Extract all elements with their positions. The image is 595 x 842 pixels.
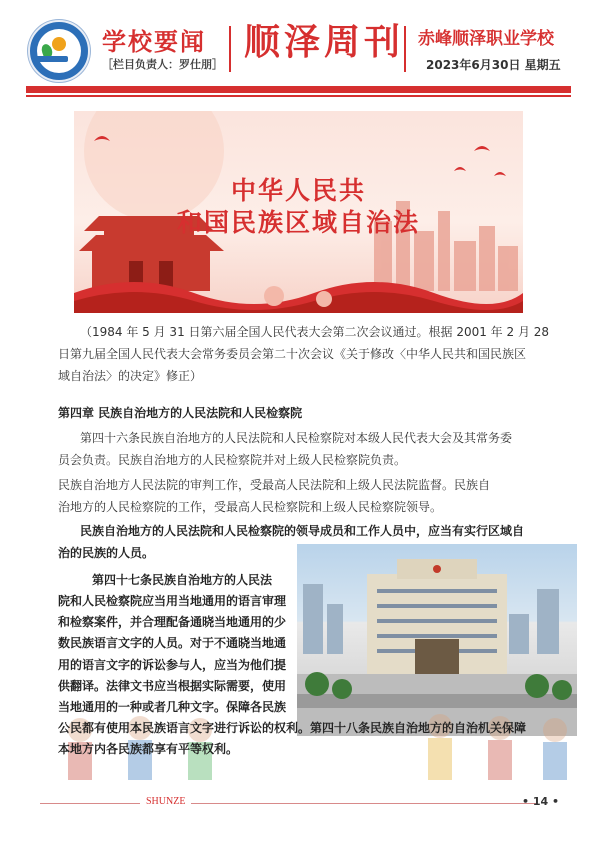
intro-line: （1984 年 5 月 31 日第六届全国人民代表大会第二次会议通过。根据 2001 年 2 月 28 bbox=[80, 325, 550, 339]
article-47-line: 供翻译。法律文书应当根据实际需要，使用 bbox=[58, 679, 287, 693]
article-46-line: 民族自治地方的人民法院和人民检察院的领导成员和工作人员中，应当有实行区域自 bbox=[80, 524, 525, 538]
article-47-line: 院和人民检察院应当用当地通用的语言审理 bbox=[58, 594, 287, 608]
column-title: 学校要闻 bbox=[102, 28, 206, 56]
school-logo bbox=[28, 20, 90, 82]
banner-title-line1: 中华人民共 bbox=[230, 176, 366, 205]
article-46-line: 治的民族的人员。 bbox=[58, 546, 155, 560]
intro-line: 域自治法〉的决定》修正） bbox=[58, 369, 203, 383]
banner-title-line2: 和国民族区域自治法 bbox=[176, 208, 420, 237]
article-46-line: 治地方的人民检察院的工作，受最高人民检察院和上级人民检察院领导。 bbox=[58, 500, 443, 514]
intro-line: 日第九届全国人民代表大会常务委员会第二十次会议《关于修改〈中华人民共和国民族区 bbox=[58, 347, 527, 361]
article-46-line: 员会负责。民族自治地方的人民检察院并对上级人民检察院负责。 bbox=[58, 453, 407, 467]
header-divider bbox=[229, 26, 231, 72]
article-46-line: 第四十六条民族自治地方的人民法院和人民检察院对本级人民代表大会及其常务委 bbox=[80, 431, 513, 445]
article-47-line: 公民都有使用本民族语言文字进行诉讼的权利。第四十八条民族自治地方的自治机关保障 bbox=[58, 721, 527, 735]
law-banner bbox=[74, 111, 523, 313]
article-47-line: 第四十七条民族自治地方的人民法 bbox=[92, 573, 273, 587]
page-number: • 14 • bbox=[522, 795, 560, 808]
issue-date: 2023年6月30日 星期五 bbox=[426, 58, 561, 72]
header-rule bbox=[26, 86, 571, 93]
article-47-line: 当地通用的一种或者几种文字。保障各民族 bbox=[58, 700, 287, 714]
publication-title: 顺泽周刊 bbox=[244, 22, 405, 63]
article-46-line: 民族自治地方人民法院的审判工作，受最高人民法院和上级人民法院监督。民族自 bbox=[58, 478, 491, 492]
article-47-line: 本地方内各民族都享有平等权利。 bbox=[58, 742, 239, 756]
footer-label: SHUNZE bbox=[140, 796, 191, 807]
column-editor: ［栏目负责人：罗仕朋］ bbox=[102, 58, 223, 71]
chapter-heading: 第四章 民族自治地方的人民法院和人民检察院 bbox=[58, 406, 303, 420]
footer-rule bbox=[40, 803, 536, 804]
article-47-line: 用的语言文字的诉讼参与人，应当为他们提 bbox=[58, 658, 287, 672]
article-47-line: 数民族语言文字的人员。对于不通晓当地通 bbox=[58, 636, 287, 650]
school-name: 赤峰顺泽职业学校 bbox=[418, 29, 554, 49]
header-divider bbox=[404, 26, 406, 72]
header-rule-thin bbox=[26, 95, 571, 97]
article-47-line: 和检察案件，并合理配备通晓当地通用的少 bbox=[58, 615, 287, 629]
